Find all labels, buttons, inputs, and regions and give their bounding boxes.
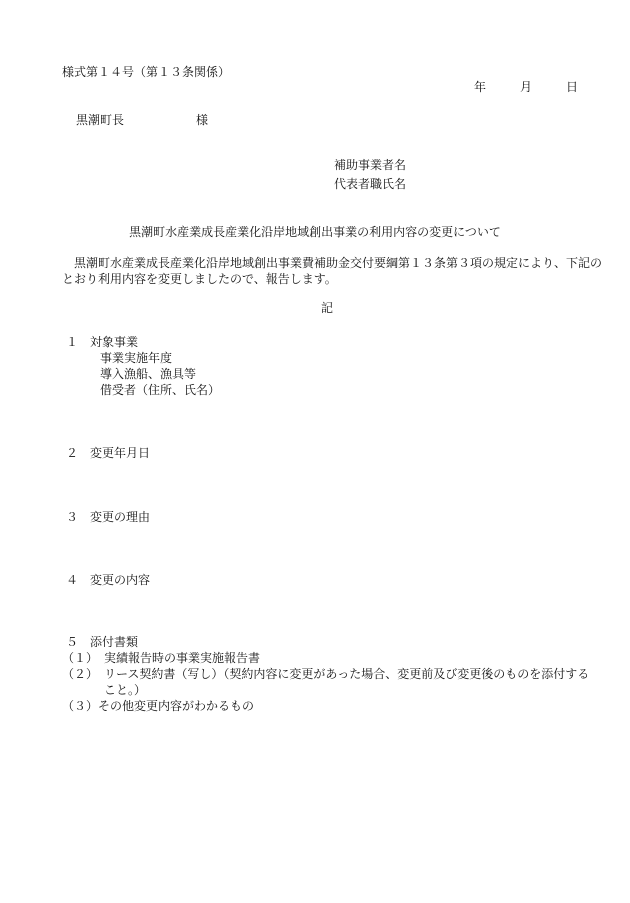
section-3-heading: ３ 変更の理由 xyxy=(66,510,151,524)
date-month: 月 xyxy=(519,80,532,94)
date-day: 日 xyxy=(565,80,578,94)
section-1-heading: １ 対象事業 xyxy=(66,335,139,349)
addressee-name: 黒潮町長 xyxy=(76,113,125,127)
date-line xyxy=(474,79,578,95)
attachment-1-number: （１） xyxy=(62,651,99,665)
section-1-item: 導入漁船、漁具等 xyxy=(100,367,197,381)
ki-heading: 記 xyxy=(320,301,333,315)
section-5-heading: ５ 添付書類 xyxy=(66,635,139,649)
attachment-2-number: （２） xyxy=(62,667,99,681)
body-paragraph: 黒潮町水産業成長産業化沿岸地域創出事業費補助金交付要綱第１３条第３項の規定により、下記のとおり利用内容を変更しましたので、報告します。 xyxy=(62,256,603,286)
addressee-honorific: 様 xyxy=(196,113,209,127)
document-title: 黒潮町水産業成長産業化沿岸地域創出事業の利用内容の変更について xyxy=(129,225,501,239)
attachment-3-number: （３） xyxy=(62,699,99,713)
representative-label: 代表者職氏名 xyxy=(334,177,407,191)
attachment-2-text: リース契約書（写し）（契約内容に変更があった場合、変更前及び変更後のものを添付すること。） xyxy=(104,667,590,697)
operator-label: 補助事業者名 xyxy=(334,158,407,172)
attachment-3-text: その他変更内容がわかるもの xyxy=(98,699,255,713)
attachment-1-text: 実績報告時の事業実施報告書 xyxy=(104,651,261,665)
section-4-heading: ４ 変更の内容 xyxy=(66,573,151,587)
section-1-item: 事業実施年度 xyxy=(100,351,173,365)
section-2-heading: ２ 変更年月日 xyxy=(66,446,151,460)
date-year: 年 xyxy=(473,80,486,94)
section-1-item: 借受者（住所、氏名） xyxy=(100,383,221,397)
form-number: 様式第１４号（第１３条関係） xyxy=(62,65,231,79)
